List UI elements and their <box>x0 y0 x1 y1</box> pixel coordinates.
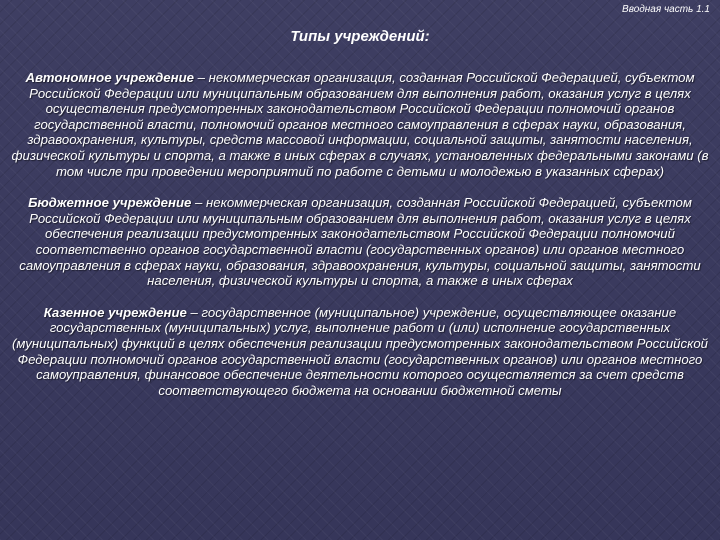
definition-text: – некоммерческая организация, созданная Российской Федерацией, субъектом Российской Федерации или муниципальным образованием для выполнения работ, оказания услуг в целях обеспечения реализации предусмотренных законодательством Российской Федерации полномочий соответственно органов государственной власти (государственных органов) или органов местного самоуправления в сферах науки, образования, здравоохранения, культуры, социальной защиты, занятости населения, физической культуры и спорта, а также в иных сферах <box>19 195 701 289</box>
definitions-list <box>6 70 714 398</box>
definition-text: – государственное (муниципальное) учреждение, осуществляющее оказание государственных (муниципальных) услуг, выполнение работ и (или) исполнение государственных (муниципальных) функций в целях обеспечения реализации предусмотренных законодательством Российской Федерации полномочий органов государственной власти (государственных органов) или органов местного самоуправления, финансовое обеспечение деятельности которого осуществляется за счет средств соответствующего бюджета на основании бюджетной сметы <box>11 304 709 398</box>
definition-term: Казенное учреждение <box>43 304 187 320</box>
definition-term: Автономное учреждение <box>25 70 194 85</box>
slide-title: Типы учреждений: <box>290 28 430 45</box>
definition-autonomous <box>6 70 714 179</box>
section-label: Вводная часть 1.1 <box>622 4 710 15</box>
definition-text: – некоммерческая организация, созданная Российской Федерацией, субъектом Российской Федерации или муниципальным образованием для выполнения работ, оказания услуг в целях осуществления предусмотренных законодательством Российской Федерации полномочий органов государственной власти, полномочий органов местного самоуправления в сферах науки, образования, здравоохранения, культуры, средств массовой информации, социальной защиты, занятости населения, физической культуры и спорта, а также в иных сферах в случаях, установленных федеральными законами (в том числе при проведении мероприятий по работе с детьми и молодежью в указанных сферах) <box>11 70 709 179</box>
definition-term: Бюджетное учреждение <box>28 195 192 211</box>
definition-budget <box>6 195 714 289</box>
definition-state <box>6 305 714 399</box>
